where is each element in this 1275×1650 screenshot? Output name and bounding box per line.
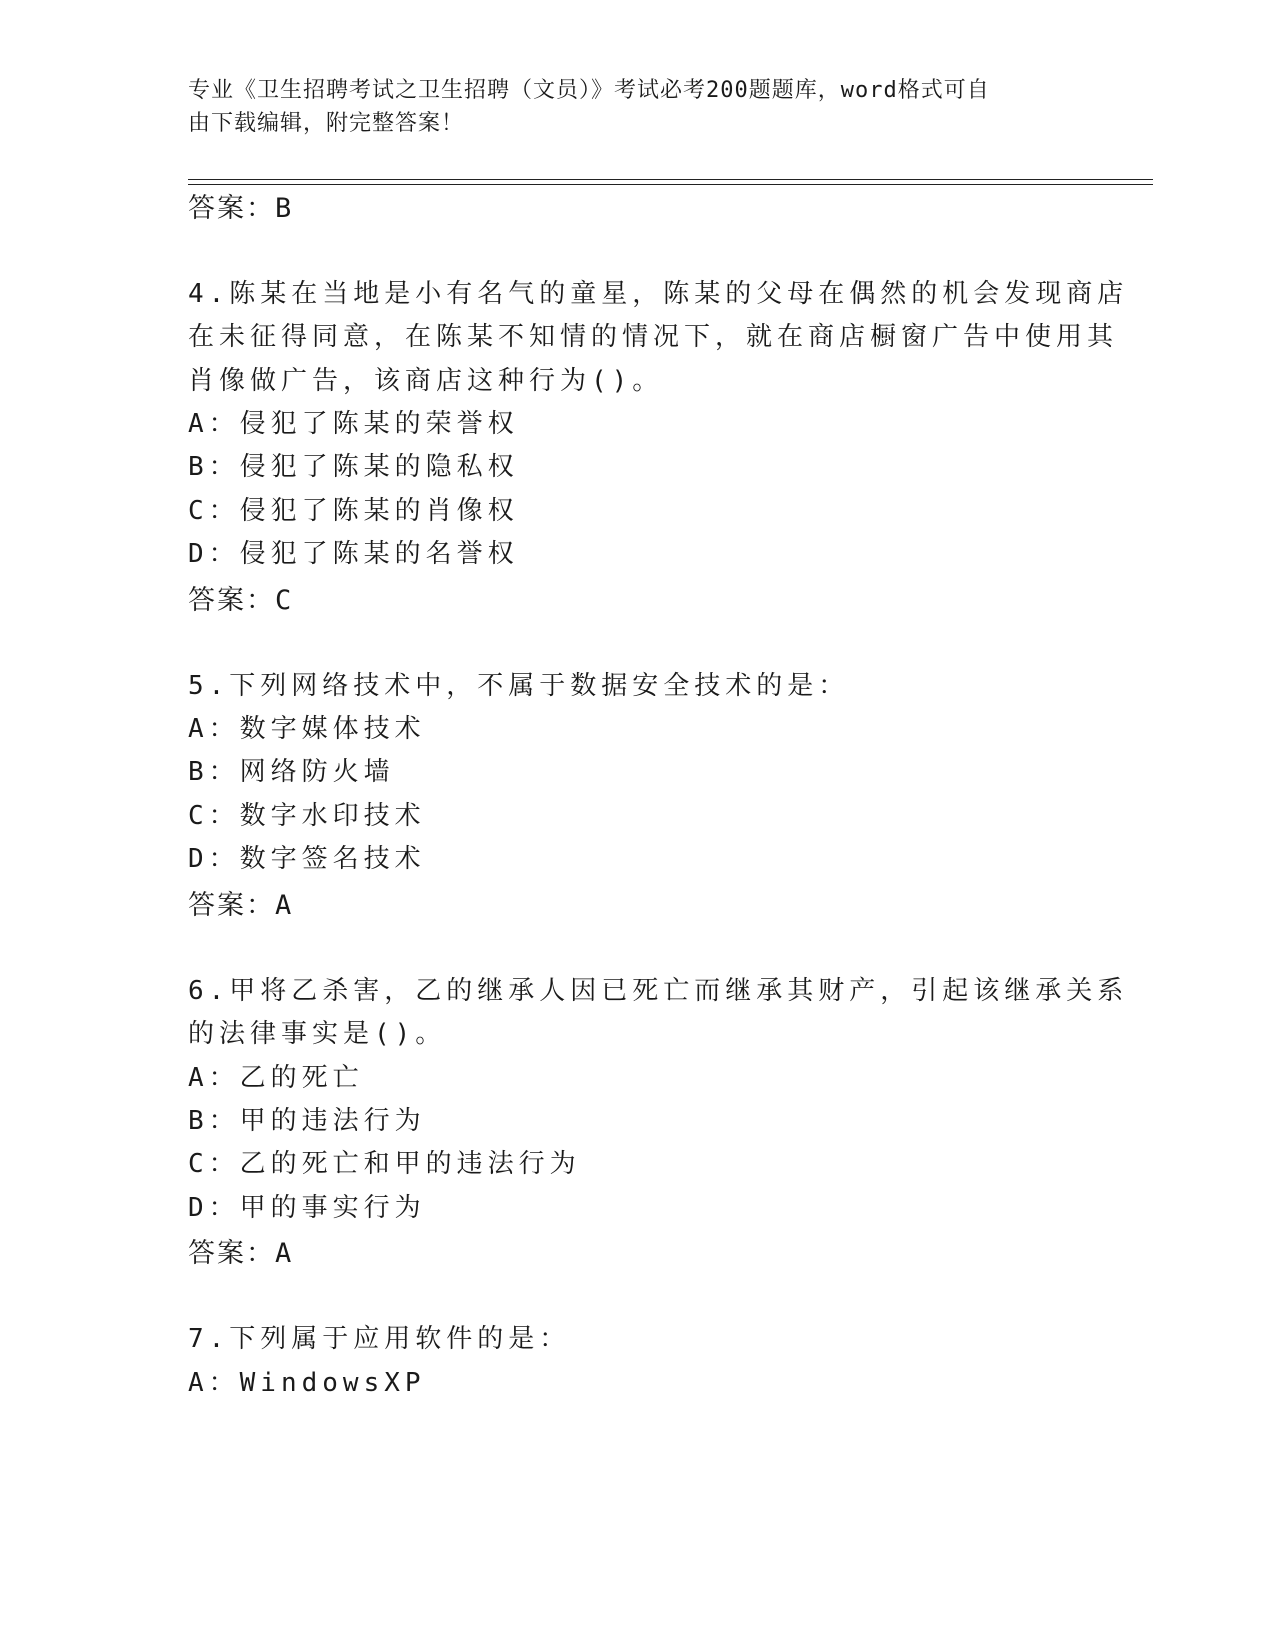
question-5-stem-line-1: 5.下列网络技术中，不属于数据安全技术的是：	[188, 671, 850, 701]
question-4-option-c: C：侵犯了陈某的肖像权	[188, 496, 519, 526]
question-6-option-a: A：乙的死亡	[188, 1063, 364, 1093]
question-6-answer	[188, 1231, 291, 1270]
question-4-stem-line-1: 4.陈某在当地是小有名气的童星，陈某的父母在偶然的机会发现商店	[188, 279, 1129, 309]
answer-value: B	[275, 193, 292, 224]
answer-label: 答案：	[188, 585, 275, 616]
answer-label: 答案：	[188, 1238, 275, 1269]
question-6-option-d: D：甲的事实行为	[188, 1193, 426, 1223]
answer-label: 答案：	[188, 193, 275, 224]
question-4-option-b: B：侵犯了陈某的隐私权	[188, 452, 519, 482]
question-6-stem-line-1: 6.甲将乙杀害，乙的继承人因已死亡而继承其财产，引起该继承关系	[188, 976, 1129, 1006]
question-4-option-d: D：侵犯了陈某的名誉权	[188, 539, 519, 569]
answer-label: 答案：	[188, 890, 275, 921]
question-4-option-a: A：侵犯了陈某的荣誉权	[188, 409, 519, 439]
question-6-option-b: B：甲的违法行为	[188, 1106, 426, 1136]
question-6-option-c: C：乙的死亡和甲的违法行为	[188, 1149, 581, 1179]
header-line-2: 由下载编辑，附完整答案！	[188, 111, 465, 136]
answer-value: A	[275, 890, 292, 921]
answer-value: A	[275, 1238, 292, 1269]
header-line-1: 专业《卫生招聘考试之卫生招聘（文员）》考试必考200题题库，word格式可自	[188, 78, 990, 103]
header-rule-bottom	[188, 184, 1153, 185]
document-header	[188, 74, 1088, 140]
question-4-stem-line-2: 在未征得同意，在陈某不知情的情况下，就在商店橱窗广告中使用其	[188, 322, 1119, 352]
question-5-option-d: D：数字签名技术	[188, 844, 426, 874]
question-5-option-c: C：数字水印技术	[188, 801, 426, 831]
header-rule-top	[188, 179, 1153, 180]
question-7-option-a: A：WindowsXP	[188, 1368, 426, 1398]
answer-line	[188, 186, 291, 225]
question-7-stem-line-1: 7.下列属于应用软件的是：	[188, 1324, 571, 1354]
answer-value: C	[275, 585, 292, 616]
question-4-answer	[188, 578, 291, 617]
question-5-answer	[188, 883, 291, 922]
question-5-option-b: B：网络防火墙	[188, 757, 395, 787]
question-6-stem-line-2: 的法律事实是()。	[188, 1019, 447, 1049]
question-4-stem-line-3: 肖像做广告，该商店这种行为()。	[188, 366, 664, 396]
question-5-option-a: A：数字媒体技术	[188, 714, 426, 744]
